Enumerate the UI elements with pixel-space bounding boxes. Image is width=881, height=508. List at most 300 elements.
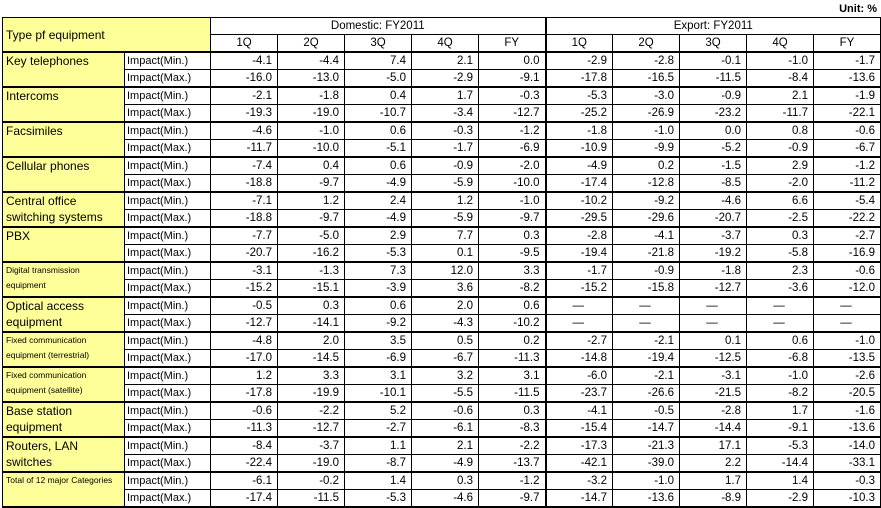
domestic-value-cell: -15.1 [278, 280, 345, 298]
export-value-cell: -1.0 [814, 332, 881, 350]
domestic-value-cell: -17.0 [211, 350, 278, 368]
export-period-3q: 3Q [680, 35, 747, 53]
equipment-type: Cellular phones [3, 157, 125, 192]
export-value-cell: -26.9 [613, 105, 680, 123]
export-value-cell: — [814, 297, 881, 315]
domestic-value-cell: -2.2 [479, 437, 546, 455]
domestic-value-cell: -7.7 [211, 227, 278, 245]
export-value-cell: -19.4 [613, 350, 680, 368]
export-value-cell: -1.6 [814, 402, 881, 420]
table-row [3, 192, 881, 210]
equipment-type: Optical access equipment [3, 297, 125, 332]
domestic-value-cell: -2.2 [278, 402, 345, 420]
table-row [3, 455, 881, 473]
table-row [3, 262, 881, 280]
domestic-value-cell: -16.2 [278, 245, 345, 263]
export-value-cell: -3.0 [613, 87, 680, 105]
domestic-value-cell: -1.7 [412, 140, 479, 158]
equipment-type: PBX [3, 227, 125, 262]
domestic-value-cell: -19.3 [211, 105, 278, 123]
export-value-cell: -42.1 [546, 455, 613, 473]
export-value-cell: -3.2 [546, 472, 613, 490]
impact-min-label: Impact(Min.) [125, 87, 211, 105]
domestic-value-cell: -11.5 [278, 490, 345, 508]
export-value-cell: -4.9 [546, 157, 613, 175]
domestic-value-cell: -0.3 [412, 122, 479, 140]
domestic-value-cell: -1.0 [278, 122, 345, 140]
equipment-type: Fixed communication equipment (terrestrial) [3, 332, 125, 367]
export-value-cell: -19.4 [546, 245, 613, 263]
table-row [3, 472, 881, 490]
domestic-value-cell: -19.0 [278, 455, 345, 473]
domestic-value-cell: -9.2 [345, 315, 412, 333]
domestic-value-cell: -17.4 [211, 490, 278, 508]
export-value-cell: -13.6 [814, 420, 881, 438]
domestic-period-2q: 2Q [278, 35, 345, 53]
domestic-value-cell: 3.1 [345, 367, 412, 385]
export-value-cell: -0.9 [613, 262, 680, 280]
domestic-value-cell: 7.7 [412, 227, 479, 245]
export-value-cell: -0.9 [680, 87, 747, 105]
unit-label: Unit: % [839, 3, 877, 15]
domestic-value-cell: -3.7 [278, 437, 345, 455]
impact-max-label: Impact(Max.) [125, 210, 211, 228]
domestic-value-cell: -2.1 [211, 87, 278, 105]
domestic-value-cell: 7.4 [345, 52, 412, 70]
impact-max-label: Impact(Max.) [125, 105, 211, 123]
domestic-period-4q: 4Q [412, 35, 479, 53]
export-value-cell: -1.0 [747, 367, 814, 385]
domestic-value-cell: -9.7 [278, 175, 345, 193]
table-row [3, 122, 881, 140]
equipment-type: Digital transmission equipment [3, 262, 125, 297]
impact-max-label: Impact(Max.) [125, 315, 211, 333]
equipment-type: Routers, LAN switches [3, 437, 125, 472]
export-value-cell: -39.0 [613, 455, 680, 473]
export-value-cell: -5.4 [814, 192, 881, 210]
impact-max-label: Impact(Max.) [125, 245, 211, 263]
equipment-type: Total of 12 major Categories [3, 472, 125, 507]
export-value-cell: -2.8 [546, 227, 613, 245]
domestic-value-cell: -0.6 [412, 402, 479, 420]
domestic-value-cell: -6.1 [412, 420, 479, 438]
export-value-cell: -2.1 [613, 332, 680, 350]
export-value-cell: -29.5 [546, 210, 613, 228]
impact-min-label: Impact(Min.) [125, 297, 211, 315]
equipment-type: Facsimiles [3, 122, 125, 157]
export-value-cell: -17.8 [546, 70, 613, 88]
export-value-cell: -5.3 [747, 437, 814, 455]
domestic-value-cell: -4.9 [345, 175, 412, 193]
domestic-value-cell: -0.9 [412, 157, 479, 175]
domestic-header: Domestic: FY2011 [211, 18, 546, 35]
domestic-value-cell: -10.7 [345, 105, 412, 123]
domestic-value-cell: 0.3 [479, 227, 546, 245]
export-value-cell: -3.1 [680, 367, 747, 385]
domestic-value-cell: -4.3 [412, 315, 479, 333]
domestic-value-cell: -4.8 [211, 332, 278, 350]
export-value-cell: — [747, 315, 814, 333]
domestic-value-cell: 0.5 [412, 332, 479, 350]
impact-min-label: Impact(Min.) [125, 157, 211, 175]
export-value-cell: -21.5 [680, 385, 747, 403]
export-value-cell: -19.2 [680, 245, 747, 263]
export-value-cell: -9.2 [613, 192, 680, 210]
domestic-value-cell: 0.2 [479, 332, 546, 350]
export-value-cell: -23.2 [680, 105, 747, 123]
export-value-cell: — [613, 315, 680, 333]
export-value-cell: -6.0 [546, 367, 613, 385]
export-value-cell: -13.5 [814, 350, 881, 368]
export-value-cell: -1.0 [613, 472, 680, 490]
domestic-value-cell: -0.6 [211, 402, 278, 420]
domestic-value-cell: -14.1 [278, 315, 345, 333]
export-value-cell: -11.7 [747, 105, 814, 123]
export-value-cell: -22.1 [814, 105, 881, 123]
export-value-cell: -5.3 [546, 87, 613, 105]
impact-min-label: Impact(Min.) [125, 262, 211, 280]
impact-max-label: Impact(Max.) [125, 420, 211, 438]
export-value-cell: -11.5 [680, 70, 747, 88]
impact-max-label: Impact(Max.) [125, 70, 211, 88]
export-value-cell: 1.4 [747, 472, 814, 490]
domestic-value-cell: -4.6 [211, 122, 278, 140]
export-value-cell: 1.7 [680, 472, 747, 490]
domestic-value-cell: 12.0 [412, 262, 479, 280]
export-period-4q: 4Q [747, 35, 814, 53]
export-value-cell: 2.3 [747, 262, 814, 280]
domestic-value-cell: -1.2 [479, 472, 546, 490]
export-value-cell: -3.6 [747, 280, 814, 298]
domestic-value-cell: -11.7 [211, 140, 278, 158]
domestic-value-cell: 3.2 [412, 367, 479, 385]
table-row [3, 175, 881, 193]
impact-max-label: Impact(Max.) [125, 350, 211, 368]
impact-min-label: Impact(Min.) [125, 192, 211, 210]
domestic-value-cell: 2.0 [412, 297, 479, 315]
impact-table [2, 17, 881, 508]
domestic-value-cell: 0.4 [345, 87, 412, 105]
export-value-cell: 0.1 [680, 332, 747, 350]
table-row [3, 385, 881, 403]
domestic-value-cell: 0.6 [479, 297, 546, 315]
domestic-value-cell: -8.4 [211, 437, 278, 455]
domestic-value-cell: -3.1 [211, 262, 278, 280]
domestic-value-cell: -5.9 [412, 210, 479, 228]
export-value-cell: -8.2 [747, 385, 814, 403]
table-row [3, 70, 881, 88]
domestic-value-cell: -6.1 [211, 472, 278, 490]
export-value-cell: -15.4 [546, 420, 613, 438]
domestic-value-cell: -11.3 [211, 420, 278, 438]
export-value-cell: — [814, 315, 881, 333]
domestic-value-cell: -18.8 [211, 175, 278, 193]
export-value-cell: -14.7 [613, 420, 680, 438]
domestic-value-cell: 1.2 [278, 192, 345, 210]
export-value-cell: -0.5 [613, 402, 680, 420]
export-value-cell: -12.0 [814, 280, 881, 298]
table-row [3, 245, 881, 263]
equipment-type: Fixed communication equipment (satellite) [3, 367, 125, 402]
domestic-value-cell: 0.0 [479, 52, 546, 70]
domestic-value-cell: 0.6 [345, 157, 412, 175]
export-value-cell: -22.2 [814, 210, 881, 228]
domestic-value-cell: -12.7 [479, 105, 546, 123]
domestic-value-cell: -12.7 [278, 420, 345, 438]
export-value-cell: -8.9 [680, 490, 747, 508]
export-value-cell: -25.2 [546, 105, 613, 123]
equipment-type: Intercoms [3, 87, 125, 122]
domestic-value-cell: 7.3 [345, 262, 412, 280]
domestic-value-cell: 0.1 [412, 245, 479, 263]
domestic-value-cell: -4.1 [211, 52, 278, 70]
table-row [3, 280, 881, 298]
export-value-cell: 17.1 [680, 437, 747, 455]
domestic-value-cell: -8.2 [479, 280, 546, 298]
export-value-cell: -12.5 [680, 350, 747, 368]
export-value-cell: -17.3 [546, 437, 613, 455]
domestic-value-cell: -5.1 [345, 140, 412, 158]
impact-max-label: Impact(Max.) [125, 385, 211, 403]
export-value-cell: -2.7 [814, 227, 881, 245]
export-value-cell: -12.7 [680, 280, 747, 298]
equipment-type: Central office switching systems [3, 192, 125, 227]
export-value-cell: -2.9 [747, 490, 814, 508]
export-value-cell: -3.7 [680, 227, 747, 245]
table-row [3, 52, 881, 70]
domestic-value-cell: -19.9 [278, 385, 345, 403]
domestic-value-cell: -8.3 [479, 420, 546, 438]
domestic-value-cell: -9.5 [479, 245, 546, 263]
domestic-value-cell: -9.7 [479, 490, 546, 508]
export-value-cell: 0.6 [747, 332, 814, 350]
domestic-value-cell: -11.3 [479, 350, 546, 368]
domestic-value-cell: -2.9 [412, 70, 479, 88]
table-row [3, 105, 881, 123]
export-value-cell: — [680, 297, 747, 315]
export-value-cell: — [680, 315, 747, 333]
export-value-cell: -9.1 [747, 420, 814, 438]
table-row [3, 157, 881, 175]
table-row [3, 367, 881, 385]
export-value-cell: — [546, 297, 613, 315]
domestic-value-cell: -14.5 [278, 350, 345, 368]
export-value-cell: -9.9 [613, 140, 680, 158]
domestic-value-cell: -16.0 [211, 70, 278, 88]
domestic-value-cell: -3.4 [412, 105, 479, 123]
domestic-value-cell: -5.0 [278, 227, 345, 245]
impact-min-label: Impact(Min.) [125, 227, 211, 245]
export-value-cell: — [613, 297, 680, 315]
export-value-cell: -1.5 [680, 157, 747, 175]
domestic-value-cell: -8.7 [345, 455, 412, 473]
type-header-label: Type pf equipment [6, 27, 105, 42]
export-value-cell: -1.7 [546, 262, 613, 280]
domestic-value-cell: 0.6 [345, 297, 412, 315]
domestic-value-cell: -5.0 [345, 70, 412, 88]
export-header: Export: FY2011 [546, 18, 881, 35]
export-value-cell: -17.4 [546, 175, 613, 193]
export-value-cell: -33.1 [814, 455, 881, 473]
export-value-cell: -0.9 [747, 140, 814, 158]
export-value-cell: -14.8 [546, 350, 613, 368]
domestic-value-cell: -10.0 [479, 175, 546, 193]
table-row [3, 402, 881, 420]
domestic-value-cell: -6.9 [345, 350, 412, 368]
export-value-cell: -14.4 [747, 455, 814, 473]
impact-min-label: Impact(Min.) [125, 332, 211, 350]
export-value-cell: -12.8 [613, 175, 680, 193]
export-value-cell: -1.0 [613, 122, 680, 140]
export-value-cell: -2.5 [747, 210, 814, 228]
table-row [3, 87, 881, 105]
export-value-cell: -23.7 [546, 385, 613, 403]
domestic-value-cell: -5.3 [345, 245, 412, 263]
export-value-cell: -21.3 [613, 437, 680, 455]
export-value-cell: -0.6 [814, 122, 881, 140]
impact-min-label: Impact(Min.) [125, 367, 211, 385]
domestic-value-cell: -1.2 [479, 122, 546, 140]
table-row [3, 315, 881, 333]
impact-max-label: Impact(Max.) [125, 140, 211, 158]
table-row [3, 332, 881, 350]
export-value-cell: -1.7 [814, 52, 881, 70]
export-value-cell: -11.2 [814, 175, 881, 193]
domestic-value-cell: 1.2 [412, 192, 479, 210]
table-row [3, 490, 881, 508]
export-value-cell: -15.8 [613, 280, 680, 298]
export-value-cell: -1.8 [546, 122, 613, 140]
export-value-cell: -20.5 [814, 385, 881, 403]
equipment-type: Key telephones [3, 52, 125, 87]
domestic-value-cell: -3.9 [345, 280, 412, 298]
domestic-value-cell: 1.1 [345, 437, 412, 455]
domestic-value-cell: -4.9 [412, 455, 479, 473]
impact-min-label: Impact(Min.) [125, 472, 211, 490]
export-value-cell: -2.1 [613, 367, 680, 385]
domestic-value-cell: -10.2 [479, 315, 546, 333]
impact-min-label: Impact(Min.) [125, 122, 211, 140]
domestic-value-cell: 3.6 [412, 280, 479, 298]
export-value-cell: -1.8 [680, 262, 747, 280]
export-value-cell: 2.2 [680, 455, 747, 473]
export-value-cell: 0.8 [747, 122, 814, 140]
export-period-fy: FY [814, 35, 881, 53]
domestic-value-cell: 3.3 [479, 262, 546, 280]
domestic-value-cell: -6.9 [479, 140, 546, 158]
domestic-value-cell: -10.0 [278, 140, 345, 158]
export-value-cell: -2.8 [613, 52, 680, 70]
domestic-value-cell: -7.1 [211, 192, 278, 210]
export-period-2q: 2Q [613, 35, 680, 53]
table-row [3, 420, 881, 438]
type-header [3, 18, 211, 53]
domestic-value-cell: -17.8 [211, 385, 278, 403]
domestic-value-cell: 0.3 [278, 297, 345, 315]
domestic-value-cell: 2.1 [412, 437, 479, 455]
domestic-value-cell: -10.1 [345, 385, 412, 403]
domestic-value-cell: 1.4 [345, 472, 412, 490]
export-value-cell: -2.0 [747, 175, 814, 193]
domestic-value-cell: -18.8 [211, 210, 278, 228]
table-row [3, 210, 881, 228]
domestic-value-cell: -13.0 [278, 70, 345, 88]
table-row [3, 227, 881, 245]
domestic-value-cell: -4.6 [412, 490, 479, 508]
export-value-cell: 2.1 [747, 87, 814, 105]
domestic-value-cell: 2.1 [412, 52, 479, 70]
export-value-cell: -14.7 [546, 490, 613, 508]
export-value-cell: -16.5 [613, 70, 680, 88]
export-value-cell: 0.0 [680, 122, 747, 140]
domestic-value-cell: -9.7 [479, 210, 546, 228]
export-value-cell: — [546, 315, 613, 333]
domestic-value-cell: 2.9 [345, 227, 412, 245]
domestic-value-cell: -19.0 [278, 105, 345, 123]
export-value-cell: -13.6 [613, 490, 680, 508]
export-value-cell: -1.2 [814, 157, 881, 175]
domestic-value-cell: 1.7 [412, 87, 479, 105]
export-value-cell: -13.6 [814, 70, 881, 88]
impact-max-label: Impact(Max.) [125, 175, 211, 193]
domestic-value-cell: -6.7 [412, 350, 479, 368]
domestic-value-cell: -1.8 [278, 87, 345, 105]
domestic-value-cell: 3.1 [479, 367, 546, 385]
domestic-value-cell: -5.9 [412, 175, 479, 193]
export-value-cell: -29.6 [613, 210, 680, 228]
domestic-value-cell: -1.0 [479, 192, 546, 210]
export-value-cell: -8.4 [747, 70, 814, 88]
export-value-cell: -8.5 [680, 175, 747, 193]
export-value-cell: -5.2 [680, 140, 747, 158]
domestic-value-cell: -2.0 [479, 157, 546, 175]
export-value-cell: -14.0 [814, 437, 881, 455]
export-value-cell: -0.6 [814, 262, 881, 280]
export-value-cell: -21.8 [613, 245, 680, 263]
table-row [3, 350, 881, 368]
export-value-cell: -4.1 [546, 402, 613, 420]
domestic-value-cell: -5.3 [345, 490, 412, 508]
export-value-cell: -10.3 [814, 490, 881, 508]
impact-min-label: Impact(Min.) [125, 437, 211, 455]
domestic-value-cell: 3.5 [345, 332, 412, 350]
impact-max-label: Impact(Max.) [125, 280, 211, 298]
export-value-cell: -2.7 [546, 332, 613, 350]
export-value-cell: -6.7 [814, 140, 881, 158]
export-value-cell: -0.1 [680, 52, 747, 70]
domestic-value-cell: -13.7 [479, 455, 546, 473]
domestic-value-cell: -7.4 [211, 157, 278, 175]
domestic-value-cell: -9.1 [479, 70, 546, 88]
export-value-cell: -1.0 [747, 52, 814, 70]
domestic-value-cell: 0.3 [479, 402, 546, 420]
impact-max-label: Impact(Max.) [125, 490, 211, 508]
equipment-type: Base station equipment [3, 402, 125, 437]
export-value-cell: — [747, 297, 814, 315]
export-value-cell: -10.2 [546, 192, 613, 210]
export-period-1q: 1Q [546, 35, 613, 53]
domestic-value-cell: -2.7 [345, 420, 412, 438]
domestic-value-cell: 5.2 [345, 402, 412, 420]
export-value-cell: 1.7 [747, 402, 814, 420]
domestic-value-cell: 0.4 [278, 157, 345, 175]
export-value-cell: -4.6 [680, 192, 747, 210]
domestic-value-cell: -11.5 [479, 385, 546, 403]
export-value-cell: -20.7 [680, 210, 747, 228]
export-value-cell: -14.4 [680, 420, 747, 438]
table-row [3, 297, 881, 315]
domestic-value-cell: 1.2 [211, 367, 278, 385]
